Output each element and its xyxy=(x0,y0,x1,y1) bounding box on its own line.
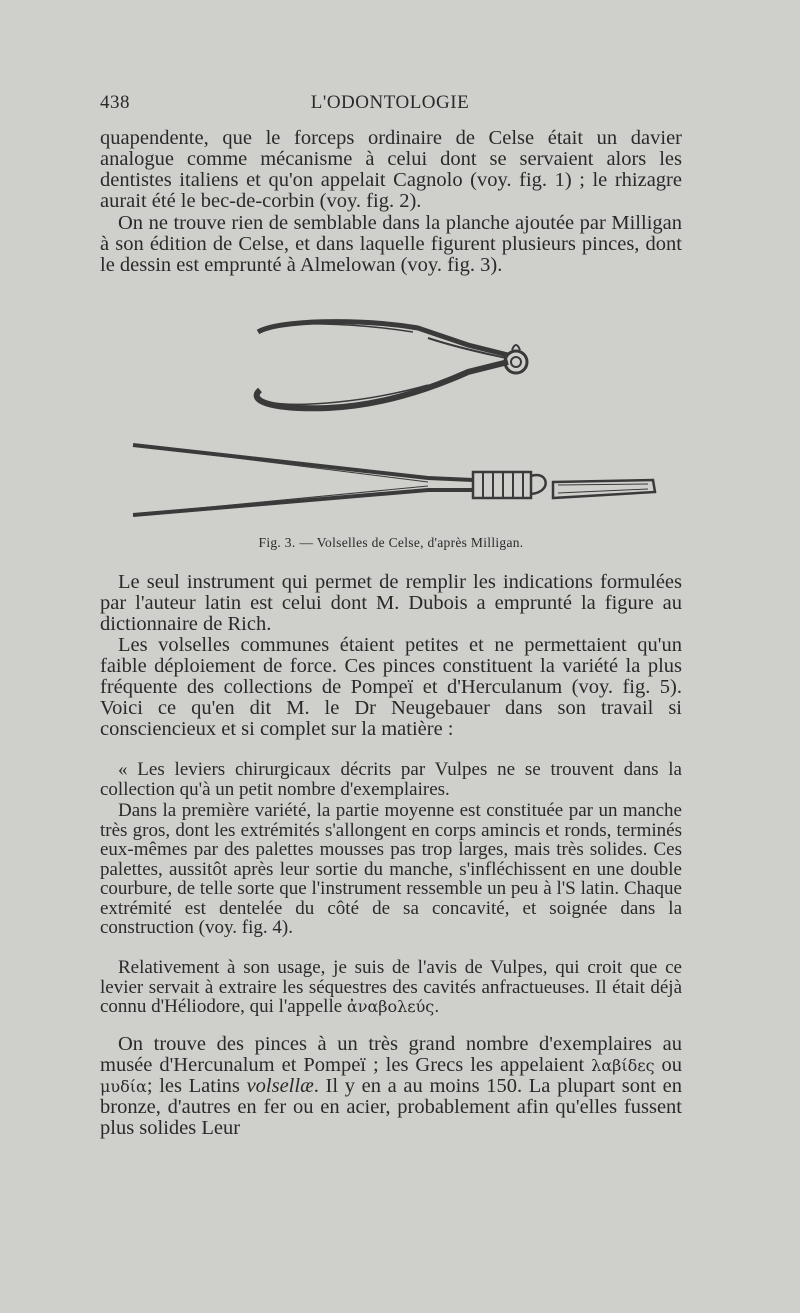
greek-term-mudia: μυδία xyxy=(100,1077,147,1096)
upper-forceps-drawing xyxy=(257,322,527,409)
paragraph-seul-instrument: Le seul instrument qui permet de remplir les indications formulées par l'auteur latin est celui dont M. Dubois a emprunté la figure au dictionnaire de Rich. xyxy=(100,571,682,635)
lower-forceps-drawing xyxy=(133,445,655,515)
pinces-text-start: On trouve des pinces à un très grand nombre d'exemplaires au musée d'Hercunalum et Pompeï ; les Grecs les appelaient xyxy=(100,1033,682,1076)
paragraph-volselles-communes: Les volselles communes étaient petites et ne permettaient qu'un faible déploiement de force. Ces pinces constituent la variété la plus fréquente des collections de Pompeï et d'Herculanum (voy. fig. 5). Voici ce qu'en dit M. le Dr Neugebauer dans son travail si consciencieux et si complet sur la matière : xyxy=(100,634,682,740)
paragraph-pinces xyxy=(100,1034,682,1139)
pinces-text-latins: ; les Latins xyxy=(146,1075,240,1097)
paragraph-usage xyxy=(100,958,682,1017)
usage-text: Relativement à son usage, je suis de l'avis de Vulpes, qui croit que ce levier servait à extraire les séquestres des cavités anfractueuses. Il était déjà connu d'Héliodore, qui l'appelle xyxy=(100,957,682,1017)
pinces-text-ou: ou xyxy=(661,1054,683,1076)
paragraph-celse-forceps: quapendente, que le forceps ordinaire de Celse était un davier analogue comme mécanisme à celui dont se servaient alors les dentistes italiens et qu'on appelait Cagnolo (voy. fig. 1) ; le rhizagre aurait été le bec-de-corbin (voy. fig. 2). xyxy=(100,127,682,212)
figure-caption-text: — Volselles de Celse, d'après Milligan. xyxy=(299,535,524,550)
paragraph-milligan: On ne trouve rien de semblable dans la planche ajoutée par Milligan à son édition de Celse, et dans laquelle figurent plusieurs pinces, dont le dessin est emprunté à Almelowan (voy. fig. 3). xyxy=(100,212,682,276)
paragraph-premiere-variete: Dans la première variété, la partie moyenne est constituée par un manche très gros, dont les extrémités s'allongent en corps amincis et ronds, terminés eux-mêmes par des palettes mousses pas trop larges, mais très solides. Ces palettes, aussitôt après leur sortie du manche, s'infléchissent en une double courbure, de telle sorte que l'instrument ressemble un peu à l'S latin. Chaque extrémité est dentelée du côté de sa concavité, et soignée dans la construction (voy. fig. 4). xyxy=(100,800,682,938)
page-number: 438 xyxy=(100,92,130,113)
paragraph-quote-leviers: « Les leviers chirurgicaux décrits par Vulpes ne se trouvent dans la collection qu'à un petit nombre d'exemplaires. xyxy=(100,759,682,800)
figure-caption xyxy=(100,535,682,551)
running-title: L'ODONTOLOGIE xyxy=(310,92,470,113)
latin-term-volsellae: volsellæ xyxy=(246,1075,314,1097)
greek-term-labides: λαβίδες xyxy=(591,1056,655,1075)
figure-label: Fig. 3. xyxy=(258,535,296,550)
greek-term-anaboleus: ἀναβολεύς. xyxy=(346,997,440,1016)
pinces-text-end: . Il y en a au moins 150. La plupart sont en bronze, d'autres en fer ou en acier, probablement afin qu'elles fussent plus solides Leur xyxy=(100,1075,682,1139)
figure-volselles-illustration xyxy=(128,310,658,530)
